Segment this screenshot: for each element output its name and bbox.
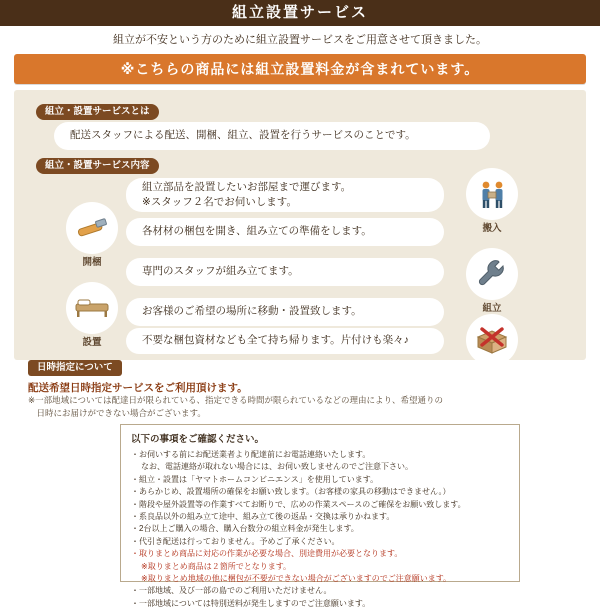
notes-box xyxy=(120,424,520,608)
header-band xyxy=(0,0,600,26)
tag-date-designation: 日時指定について xyxy=(28,360,122,376)
list-item: なお、電話連絡が取れない場合には、お伺い致しませんのでご注意下さい。 xyxy=(141,462,413,472)
list-item: ・代引き配送は行っておりません。予めご了承ください。 xyxy=(131,536,340,546)
list-item: ・取りまとめ商品に対応の作業が必要な場合、別途費用が必要となります。 xyxy=(131,549,403,559)
step-3-label: 組立 xyxy=(482,303,502,314)
list-item: ・系良品以外の組み立て途中、組み立て後の返品・交換は承りかねます。 xyxy=(131,511,395,521)
cutter-knife-icon xyxy=(66,202,118,254)
step-5-text-line1: 不要な梱包資材なども全て持ち帰ります。片付けも楽々♪ xyxy=(142,334,409,347)
step-4-text-line1: お客様のご希望の場所に移動・設置致します。 xyxy=(142,305,362,318)
notes-list xyxy=(131,449,509,610)
list-item: ・組立・設置は「ヤマトホームコンビニエンス」を使用しています。 xyxy=(131,474,379,484)
step-5-text-bar xyxy=(126,328,444,354)
notice-banner xyxy=(14,54,586,84)
tag-service-content: 組立・設置サービス内容 xyxy=(36,158,159,174)
step-3-text-bar xyxy=(126,258,444,286)
service-body-card xyxy=(14,90,586,360)
no-box-icon xyxy=(466,314,518,366)
step-1-text-line1: 組立部品を設置したいお部屋まで運びます。 xyxy=(142,180,352,193)
list-item: ・階段や屋外設置等の作業すべてお断りで、広めの作業スペースのご確保をお願い致します。 xyxy=(131,499,466,509)
list-item: ・お伺いする前にお配送業者より配達前にお電話連絡いたします。 xyxy=(131,450,371,459)
step-1-text-line2: ※スタッフ２名でお伺いします。 xyxy=(142,196,297,208)
step-2-text-line1: 各材材の梱包を開き、組み立ての準備をします。 xyxy=(142,225,372,238)
lead-text: 組立が不安という方のために組立設置サービスをご用意させて頂きました。 xyxy=(0,26,600,54)
list-item: ・2台以上ご購入の場合、購入台数分の組立料金が発生します。 xyxy=(131,524,359,534)
date-designation-main: 配送希望日時指定サービスをご利用頂けます。 xyxy=(28,382,248,394)
step-1-label: 搬入 xyxy=(482,223,502,234)
page-title: 組立設置サービス xyxy=(231,4,368,21)
list-item: ・あらかじめ、設置場所の確保をお願い致します。（お客様の家具の移動はできません。） xyxy=(131,487,451,497)
date-designation-sub-line2: 日時にお届けができない場合がございます。 xyxy=(28,407,206,418)
what-is-service-text: 配送スタッフによる配送、開梱、組立、設置を行うサービスのことです。 xyxy=(70,129,416,142)
what-is-service-text-bar xyxy=(54,122,490,150)
list-item: ・一部地域については特別送料が発生しますのでご注意願います。 xyxy=(131,598,371,608)
list-item: ※取りまとめ地域の他に梱包が不要ができない場合がございますのでご注意願います。 xyxy=(141,573,452,583)
notice-text: ※こちらの商品には組立設置料金が含まれています。 xyxy=(120,61,480,77)
delivery-people-icon xyxy=(466,168,518,220)
step-2-label: 開梱 xyxy=(82,257,102,268)
tag-what-is-service: 組立・設置サービスとは xyxy=(36,104,159,120)
step-2-text-bar xyxy=(126,218,444,246)
date-designation-sub xyxy=(28,394,572,420)
step-4-text-bar xyxy=(126,298,444,326)
step-3-text-line1: 専門のスタッフが組み立てます。 xyxy=(142,265,299,278)
date-designation-sub-line1: ※一部地域については配達日が限られている、指定できる時間が限られているなどの理由により、希望通りの xyxy=(28,395,443,405)
list-item: ・一部地域、及び一部の島でのご利用いただけません。 xyxy=(131,586,332,596)
wrench-icon xyxy=(466,248,518,300)
step-1-text-bar xyxy=(126,178,444,212)
bed-icon xyxy=(66,282,118,334)
notes-title: 以下の事項をご確認ください。 xyxy=(131,434,265,445)
step-4-label: 設置 xyxy=(82,337,102,348)
list-item: ※取りまとめ商品は２箇所でとなります。 xyxy=(141,561,292,571)
